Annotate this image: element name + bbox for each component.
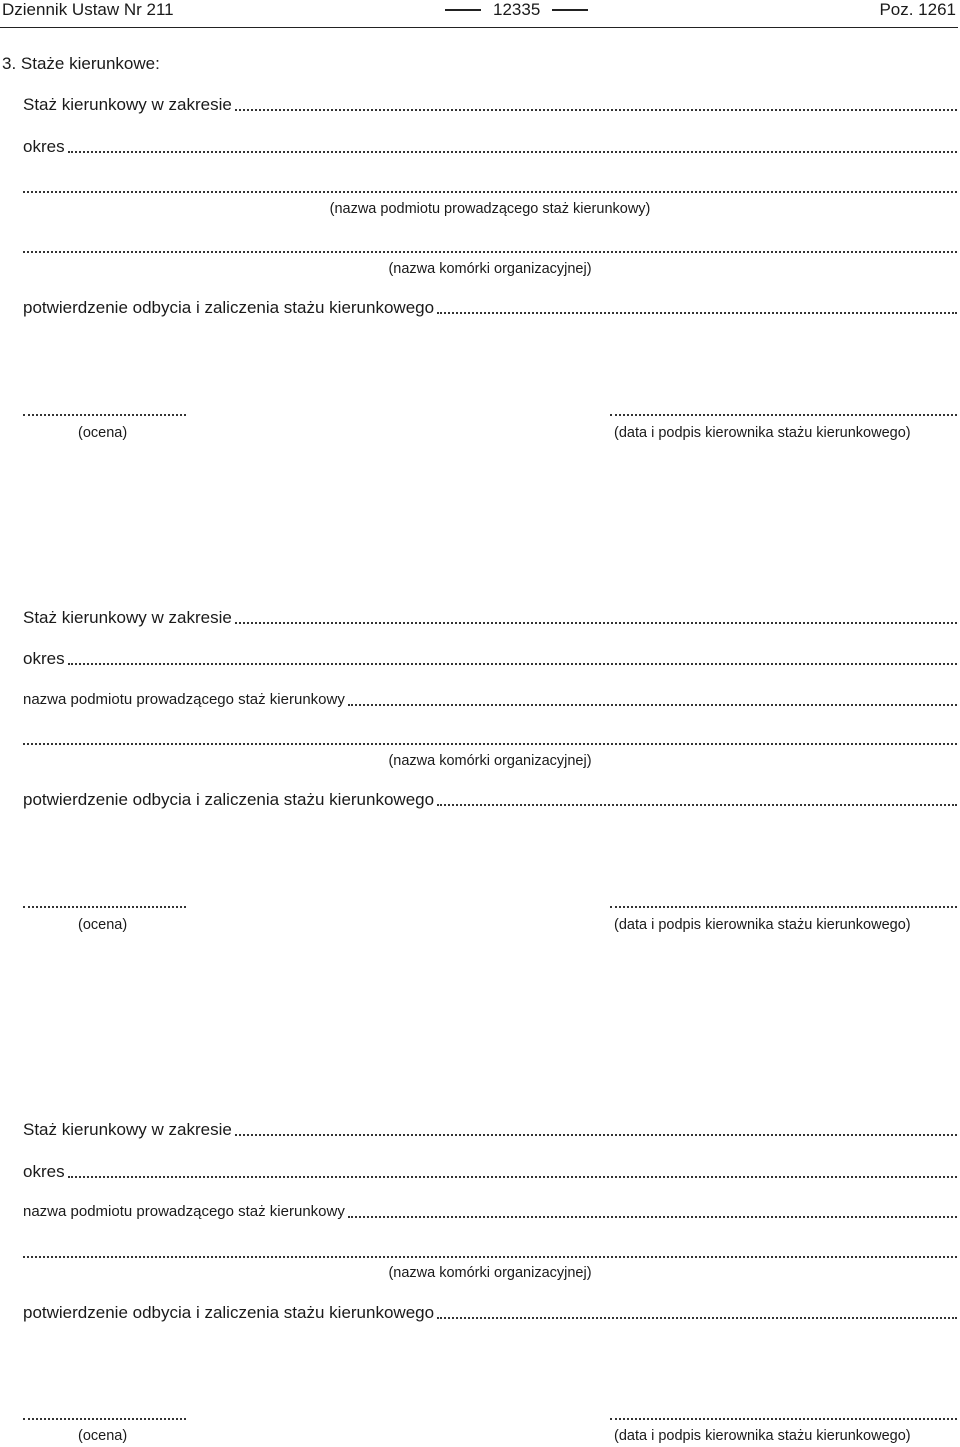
fill-line: [23, 743, 957, 745]
fill-line: [23, 191, 957, 193]
fill-line: [348, 704, 957, 706]
page-number-text: 12335: [493, 0, 541, 19]
potwierdzenie-field-1[interactable]: [23, 298, 957, 318]
fill-line: [235, 1134, 957, 1136]
okres-field-3[interactable]: [23, 1162, 957, 1182]
podpis-field-3[interactable]: [610, 1418, 957, 1420]
okres-field-1[interactable]: [23, 137, 957, 157]
potwierdzenie-label: potwierdzenie odbycia i zaliczenia stażu kierunkowego: [23, 790, 435, 809]
podmiot-field-3[interactable]: [23, 1202, 957, 1222]
staz-zakres-label: Staż kierunkowy w zakresie: [23, 1120, 232, 1139]
ocena-field-3[interactable]: [23, 1418, 186, 1420]
staz-zakres-field-2[interactable]: [23, 608, 957, 628]
komorka-field-2[interactable]: [23, 729, 957, 749]
caption-komorka: (nazwa komórki organizacyjnej): [388, 753, 592, 769]
caption-podpis: (data i podpis kierownika stażu kierunkowego): [614, 1428, 911, 1444]
okres-label: okres: [23, 1162, 65, 1181]
okres-label: okres: [23, 137, 65, 156]
caption-komorka: (nazwa komórki organizacyjnej): [388, 1265, 592, 1281]
position-number: Poz. 1261: [879, 0, 956, 19]
ocena-field-1[interactable]: [23, 414, 186, 416]
page-header: [0, 0, 958, 28]
podpis-field-1[interactable]: [610, 414, 957, 416]
potwierdzenie-field-2[interactable]: [23, 790, 957, 810]
fill-line: [23, 1256, 957, 1258]
podpis-field-2[interactable]: [610, 906, 957, 908]
fill-line: [437, 804, 957, 806]
dash-left: [445, 9, 481, 11]
caption-podpis: (data i podpis kierownika stażu kierunkowego): [614, 425, 911, 441]
caption-ocena: (ocena): [78, 1428, 128, 1444]
journal-title: Dziennik Ustaw Nr 211: [2, 0, 174, 19]
fill-line: [235, 109, 957, 111]
caption-komorka: (nazwa komórki organizacyjnej): [388, 261, 592, 277]
caption-ocena: (ocena): [78, 917, 128, 933]
fill-line: [437, 312, 957, 314]
okres-label: okres: [23, 649, 65, 668]
komorka-field-3[interactable]: [23, 1242, 957, 1262]
fill-line: [68, 151, 957, 153]
staz-zakres-label: Staż kierunkowy w zakresie: [23, 95, 232, 114]
podmiot-field-1[interactable]: [23, 177, 957, 197]
staz-zakres-field-3[interactable]: [23, 1120, 957, 1140]
potwierdzenie-field-3[interactable]: [23, 1303, 957, 1323]
komorka-field-1[interactable]: [23, 237, 957, 257]
fill-line: [68, 1176, 957, 1178]
podmiot-label: nazwa podmiotu prowadzącego staż kierunkowy: [23, 1203, 345, 1220]
podmiot-field-2[interactable]: [23, 690, 957, 710]
page-number: [433, 0, 600, 20]
fill-line: [68, 663, 957, 665]
okres-field-2[interactable]: [23, 649, 957, 669]
ocena-field-2[interactable]: [23, 906, 186, 908]
fill-line: [348, 1216, 957, 1218]
fill-line: [23, 251, 957, 253]
caption-podpis: (data i podpis kierownika stażu kierunkowego): [614, 917, 911, 933]
caption-podmiot: (nazwa podmiotu prowadzącego staż kierunkowy): [329, 201, 651, 217]
fill-line: [235, 622, 957, 624]
dash-right: [552, 9, 588, 11]
staz-zakres-field-1[interactable]: [23, 95, 957, 115]
staz-zakres-label: Staż kierunkowy w zakresie: [23, 608, 232, 627]
caption-ocena: (ocena): [78, 425, 128, 441]
section-title: 3. Staże kierunkowe:: [2, 54, 160, 73]
fill-line: [437, 1317, 957, 1319]
podmiot-label: nazwa podmiotu prowadzącego staż kierunkowy: [23, 691, 345, 708]
potwierdzenie-label: potwierdzenie odbycia i zaliczenia stażu kierunkowego: [23, 298, 435, 317]
potwierdzenie-label: potwierdzenie odbycia i zaliczenia stażu kierunkowego: [23, 1303, 435, 1322]
